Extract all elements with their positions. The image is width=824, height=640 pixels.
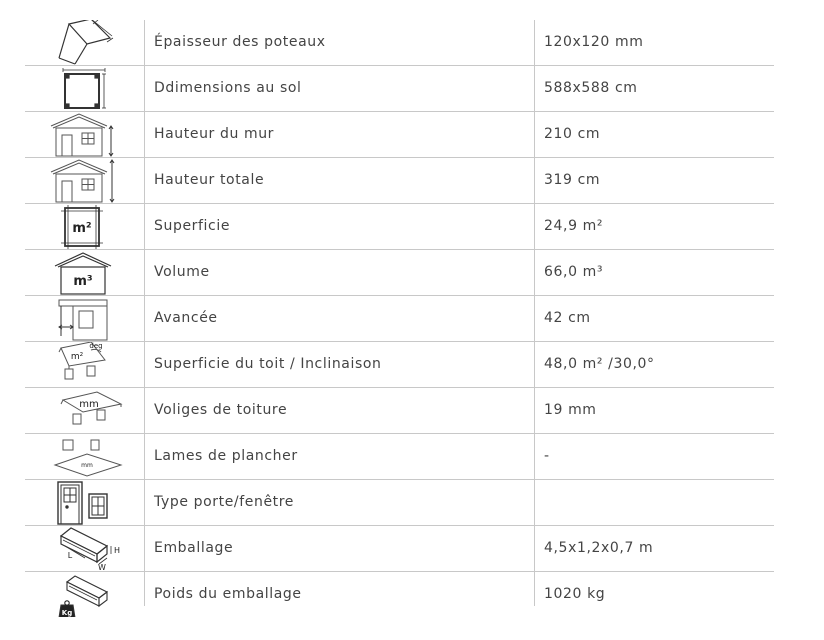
wall-height-icon (25, 112, 145, 157)
spec-row-total-height (25, 158, 774, 204)
spec-row-area (25, 204, 774, 250)
spec-label: Lames de plancher (154, 448, 298, 464)
spec-label: Avancée (154, 310, 218, 326)
spec-label: Épaisseur des poteaux (154, 34, 326, 50)
spec-value: 1020 kg (544, 586, 606, 602)
spec-value: 210 cm (544, 126, 601, 142)
spec-row-door-window (25, 480, 774, 526)
spec-row-package-dimensions (25, 526, 774, 572)
post-thickness-icon (25, 20, 145, 65)
spec-label: Superficie du toit / Inclinaison (154, 356, 382, 372)
total-height-icon (25, 158, 145, 203)
spec-value: 66,0 m³ (544, 264, 604, 280)
door-window-icon (25, 480, 145, 525)
spec-row-floor-dimensions (25, 66, 774, 112)
spec-value: 4,5x1,2x0,7 m (544, 540, 654, 556)
spec-label: Ddimensions au sol (154, 80, 302, 96)
spec-label: Superficie (154, 218, 231, 234)
spec-value: 48,0 m² /30,0° (544, 356, 655, 372)
spec-row-package-weight (25, 572, 774, 617)
spec-label: Emballage (154, 540, 234, 556)
volume-icon-text: m³ (73, 274, 93, 289)
package-height-icon-text: H (113, 546, 121, 555)
package-width-icon-text: W (98, 563, 106, 571)
spec-row-volume (25, 250, 774, 296)
overhang-icon (25, 296, 145, 341)
spec-value: 588x588 cm (544, 80, 638, 96)
area-icon-text: m² (72, 221, 92, 236)
package-length-icon-text: L (67, 551, 73, 560)
package-weight-icon-text: Kg (61, 609, 73, 617)
spec-row-roof-boards (25, 388, 774, 434)
floor-boards-icon-text: mm (81, 462, 93, 469)
roof-area-pitch-icon (25, 342, 145, 387)
spec-row-post-thickness (25, 20, 774, 66)
floor-dimensions-icon (25, 66, 145, 111)
roof-boards-icon (25, 388, 145, 433)
spec-row-wall-height (25, 112, 774, 158)
spec-value: 319 cm (544, 172, 601, 188)
roof-area-icon-text: m² (70, 352, 84, 362)
volume-icon (25, 250, 145, 295)
roof-pitch-icon-text: deg (89, 342, 103, 350)
spec-row-floor-boards (25, 434, 774, 480)
package-dimensions-icon (25, 526, 145, 571)
spec-row-overhang (25, 296, 774, 342)
spec-label: Hauteur totale (154, 172, 265, 188)
spec-row-roof-area-pitch (25, 342, 774, 388)
roof-boards-icon-text: mm (79, 399, 99, 410)
spec-label: Poids du emballage (154, 586, 302, 602)
spec-value: 24,9 m² (544, 218, 604, 234)
floor-boards-icon (25, 434, 145, 479)
spec-table (25, 20, 774, 617)
spec-label: Hauteur du mur (154, 126, 275, 142)
spec-label: Volume (154, 264, 210, 280)
spec-value: - (544, 448, 550, 464)
spec-label: Voliges de toiture (154, 402, 288, 418)
spec-value: 120x120 mm (544, 34, 644, 50)
spec-value: 19 mm (544, 402, 597, 418)
spec-value: 42 cm (544, 310, 591, 326)
area-icon (25, 204, 145, 249)
package-weight-icon (25, 572, 145, 617)
spec-label: Type porte/fenêtre (154, 494, 295, 510)
